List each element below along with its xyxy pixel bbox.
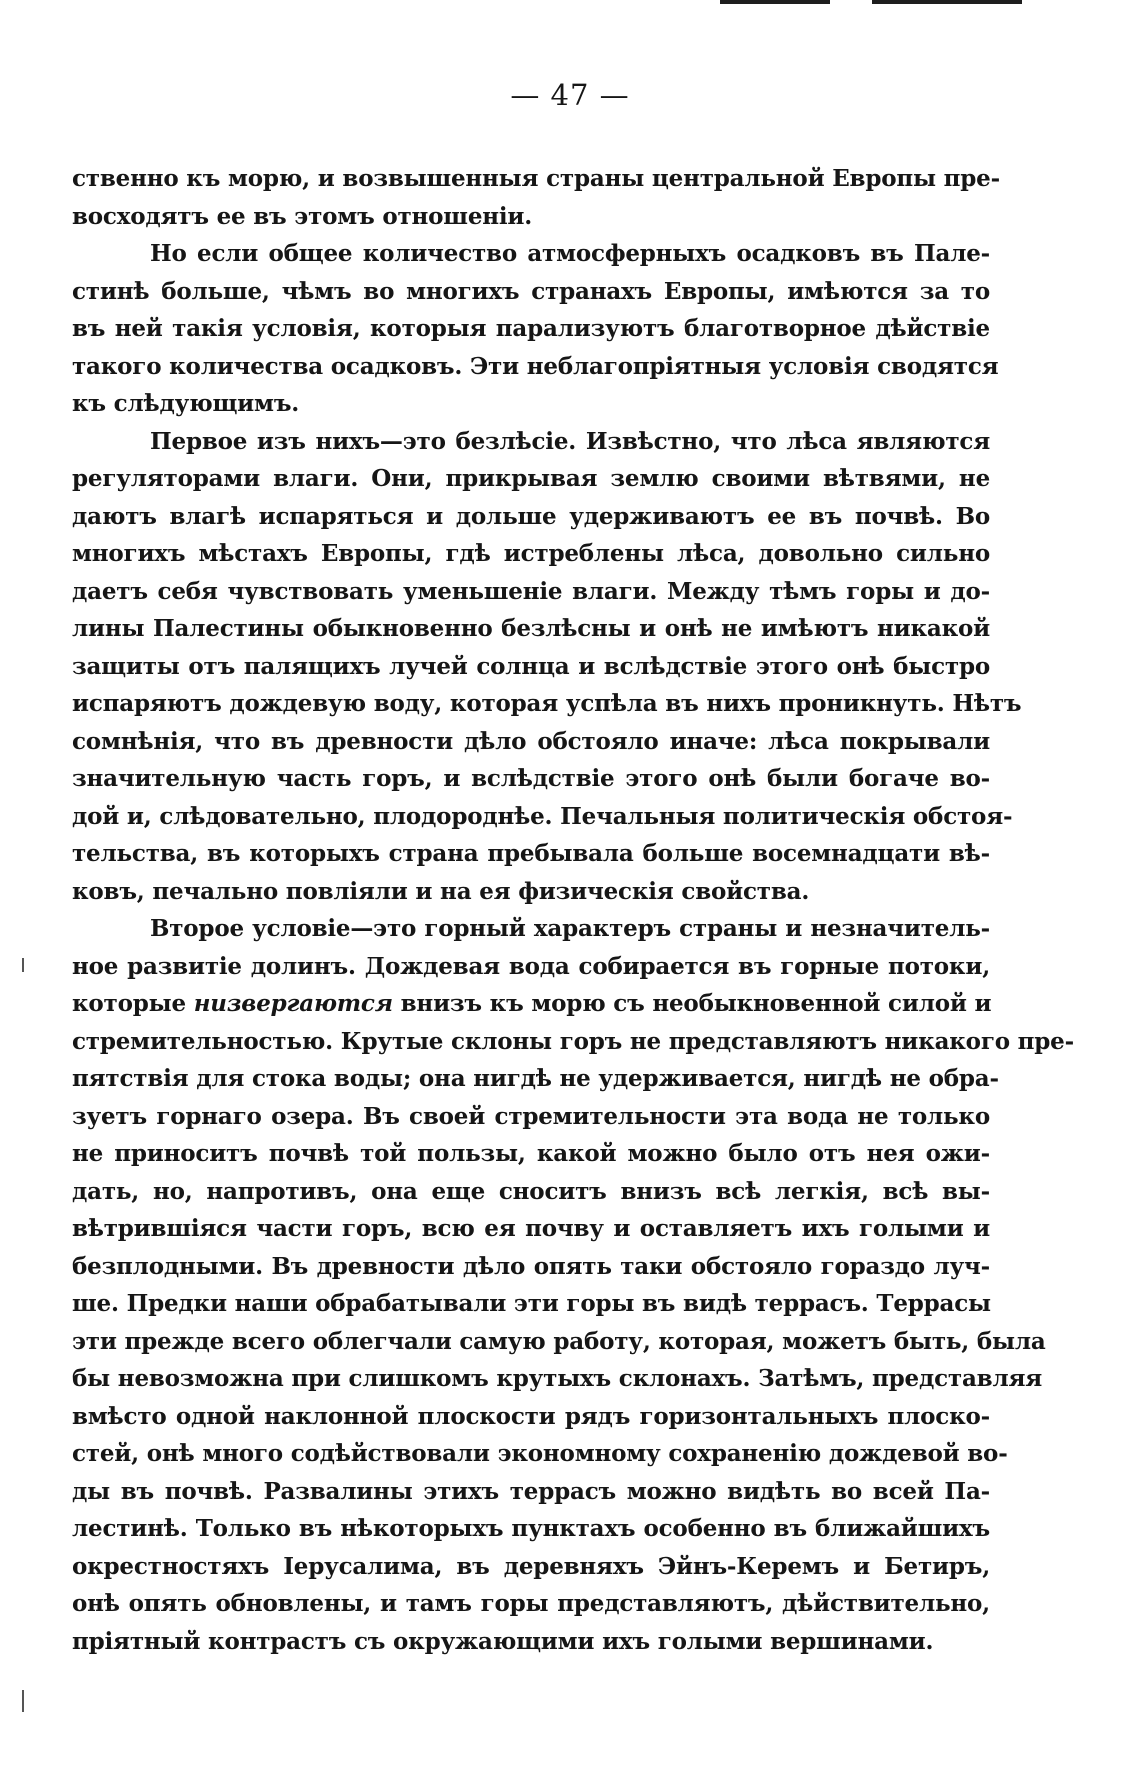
text-line: стремительностью. Крутые склоны горъ не представляютъ никакого пре-	[72, 1027, 1074, 1055]
paragraph	[72, 423, 1022, 911]
text-line: ше. Предки наши обрабатывали эти горы въ видѣ террасъ. Террасы	[72, 1290, 991, 1317]
top-edge-rule	[872, 0, 1022, 4]
paragraph	[72, 235, 999, 423]
text-line: вѣтрившіяся части горъ, всю ея почву и оставляетъ ихъ голыми и	[72, 1215, 990, 1242]
paragraph	[72, 910, 1074, 1660]
text-line: сомнѣнія, что въ древности дѣло обстояло иначе: лѣса покрывали	[72, 727, 990, 755]
text-line: эти прежде всего облегчали самую работу, которая, можетъ быть, была	[72, 1327, 1046, 1355]
paragraph	[72, 160, 1000, 235]
text-line: зуетъ горнаго озера. Въ своей стремительности эта вода не только	[72, 1102, 990, 1130]
text-line: вмѣсто одной наклонной плоскости рядъ горизонтальныхъ плоско-	[72, 1402, 990, 1430]
text-line: значительную часть горъ, и вслѣдствіе этого онѣ были богаче во-	[72, 765, 990, 792]
text-line: онѣ опять обновлены, и тамъ горы представляютъ, дѣйствительно,	[72, 1590, 990, 1617]
text-line: въ ней такія условія, которыя парализуютъ благотворное дѣйствіе	[72, 315, 990, 342]
text-line: ственно къ морю, и возвышенныя страны центральной Европы пре-	[72, 165, 1000, 192]
text-line: Первое изъ нихъ—это безлѣсіе. Извѣстно, что лѣса являются	[150, 427, 990, 455]
scan-speck	[22, 1690, 24, 1712]
text-line: даетъ себя чувствовать уменьшеніе влаги. Между тѣмъ горы и до-	[72, 577, 990, 605]
text-line: Но если общее количество атмосферныхъ осадковъ въ Пале-	[150, 240, 990, 267]
text-line: восходятъ ее въ этомъ отношеніи.	[72, 202, 533, 230]
text-line: къ слѣдующимъ.	[72, 390, 300, 417]
text-line: окрестностяхъ Іерусалима, въ деревняхъ Эйнъ-Керемъ и Бетиръ,	[72, 1552, 990, 1580]
text-line: тельства, въ которыхъ страна пребывала больше восемнадцати вѣ-	[72, 840, 990, 867]
text-line: многихъ мѣстахъ Европы, гдѣ истреблены лѣса, довольно сильно	[72, 540, 990, 567]
top-edge-rule	[720, 0, 830, 4]
text-line: регуляторами влаги. Они, прикрывая землю своими вѣтвями, не	[72, 465, 990, 492]
text-line: бы невозможна при слишкомъ крутыхъ склонахъ. Затѣмъ, представляя	[72, 1365, 1043, 1392]
emphasized-word: низвергаются	[193, 990, 393, 1017]
text-line: такого количества осадковъ. Эти неблагопріятныя условія сводятся	[72, 352, 999, 380]
text-line: стинѣ больше, чѣмъ во многихъ странахъ Европы, имѣются за то	[72, 277, 990, 305]
text-line: пріятный контрастъ съ окружающими ихъ голыми вершинами.	[72, 1627, 934, 1655]
text-line: ковъ, печально повліяли и на ея физическія свойства.	[72, 877, 810, 905]
text-line: испаряютъ дождевую воду, которая успѣла въ нихъ проникнуть. Нѣтъ	[72, 690, 1022, 717]
text-line: лестинѣ. Только въ нѣкоторыхъ пунктахъ особенно въ ближайшихъ	[72, 1515, 990, 1542]
text-line: дой и, слѣдовательно, плодороднѣе. Печальныя политическія обстоя-	[72, 802, 1013, 830]
text-segment: внизъ къ морю съ необыкновенной силой и	[392, 990, 992, 1017]
text-segment: которые	[72, 990, 194, 1017]
text-line: стей, онѣ много содѣйствовали экономному сохраненію дождевой во-	[72, 1440, 1008, 1467]
text-line: защиты отъ палящихъ лучей солнца и вслѣдствіе этого онѣ быстро	[72, 652, 990, 680]
text-line: даютъ влагѣ испаряться и дольше удерживаютъ ее въ почвѣ. Во	[72, 502, 990, 530]
text-line: пятствія для стока воды; она нигдѣ не удерживается, нигдѣ не обра-	[72, 1065, 999, 1092]
text-line	[72, 985, 990, 1023]
page-number: — 47 —	[510, 78, 630, 112]
text-line: ное развитіе долинъ. Дождевая вода собирается въ горные потоки,	[72, 952, 990, 980]
text-line: Второе условіе—это горный характеръ страны и незначитель-	[150, 915, 990, 942]
text-line: дать, но, напротивъ, она еще сноситъ внизъ всѣ легкія, всѣ вы-	[72, 1177, 990, 1205]
text-line: безплодными. Въ древности дѣло опять таки обстояло гораздо луч-	[72, 1252, 990, 1280]
scan-speck	[22, 958, 24, 972]
text-line: лины Палестины обыкновенно безлѣсны и онѣ не имѣютъ никакой	[72, 615, 990, 642]
text-line: не приноситъ почвѣ той пользы, какой можно было отъ нея ожи-	[72, 1140, 990, 1167]
body-text	[72, 160, 1074, 1660]
text-line: ды въ почвѣ. Развалины этихъ террасъ можно видѣть во всей Па-	[72, 1477, 990, 1505]
